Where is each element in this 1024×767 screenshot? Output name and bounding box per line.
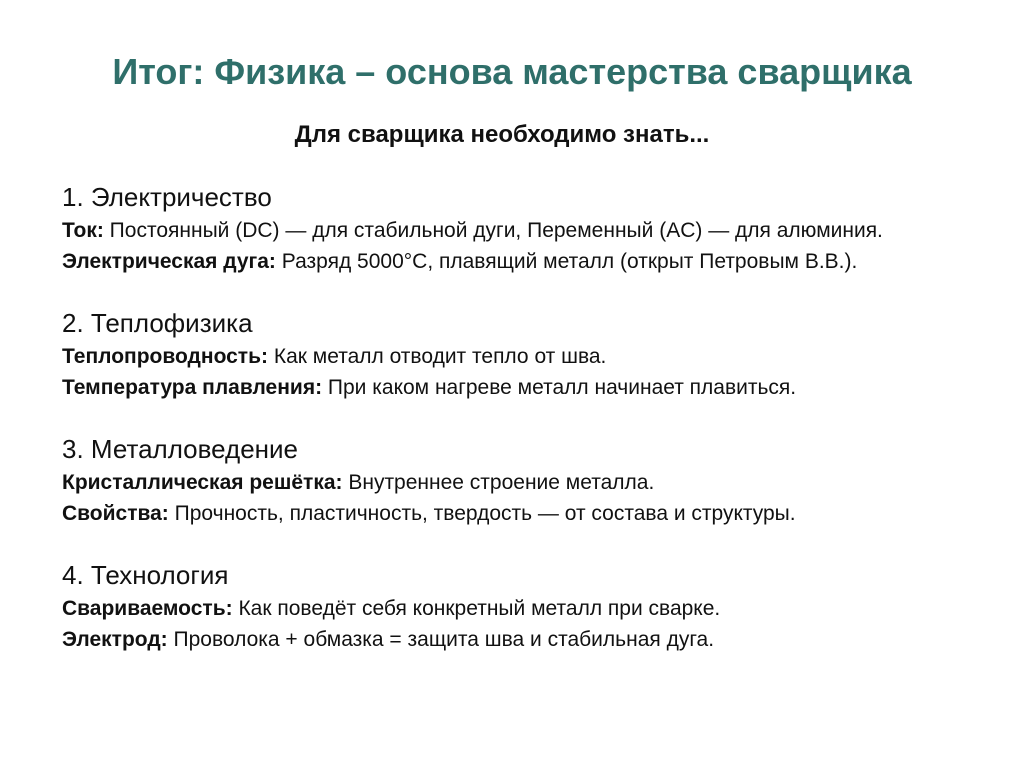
- list-item: [62, 624, 982, 655]
- section-metallurgy: [62, 431, 982, 529]
- item-term: Теплопроводность:: [62, 345, 268, 368]
- content-area: [62, 179, 982, 683]
- item-term: Температура плавления:: [62, 376, 323, 399]
- item-term: Свариваемость:: [62, 597, 233, 620]
- item-text: Внутреннее строение металла.: [342, 471, 655, 494]
- section-electricity: [62, 179, 982, 277]
- item-text: Постоянный (DC) — для стабильной дуги, Переменный (AC) — для алюминия.: [103, 219, 883, 242]
- list-item: [62, 341, 982, 372]
- item-term: Электрод:: [62, 628, 168, 651]
- list-item: [62, 246, 982, 277]
- section-technology: [62, 557, 982, 655]
- item-term: Электрическая дуга:: [62, 250, 276, 273]
- slide-subtitle: Для сварщика необходимо знать...: [294, 121, 710, 148]
- item-text: При каком нагреве металл начинает плавиться.: [322, 376, 797, 399]
- item-text: Проволока + обмазка = защита шва и стабильная дуга.: [167, 628, 715, 651]
- section-heading: 4. Технология: [62, 560, 229, 590]
- section-heading: 3. Металловедение: [62, 434, 299, 464]
- section-heading: 2. Теплофизика: [62, 308, 253, 338]
- item-text: Прочность, пластичность, твердость — от состава и структуры.: [168, 502, 796, 525]
- item-text: Разряд 5000°C, плавящий металл (открыт Петровым В.В.).: [275, 250, 858, 273]
- list-item: [62, 593, 982, 624]
- item-text: Как поведёт себя конкретный металл при сварке.: [232, 597, 721, 620]
- section-heading: 1. Электричество: [62, 182, 272, 212]
- list-item: [62, 215, 982, 246]
- section-thermophysics: [62, 305, 982, 403]
- item-term: Ток:: [62, 219, 104, 242]
- item-text: Как металл отводит тепло от шва.: [268, 345, 607, 368]
- slide-title: Итог: Физика – основа мастерства сварщика: [112, 51, 912, 92]
- list-item: [62, 372, 982, 403]
- item-term: Кристаллическая решётка:: [62, 471, 343, 494]
- item-term: Свойства:: [62, 502, 169, 525]
- list-item: [62, 498, 982, 529]
- list-item: [62, 467, 982, 498]
